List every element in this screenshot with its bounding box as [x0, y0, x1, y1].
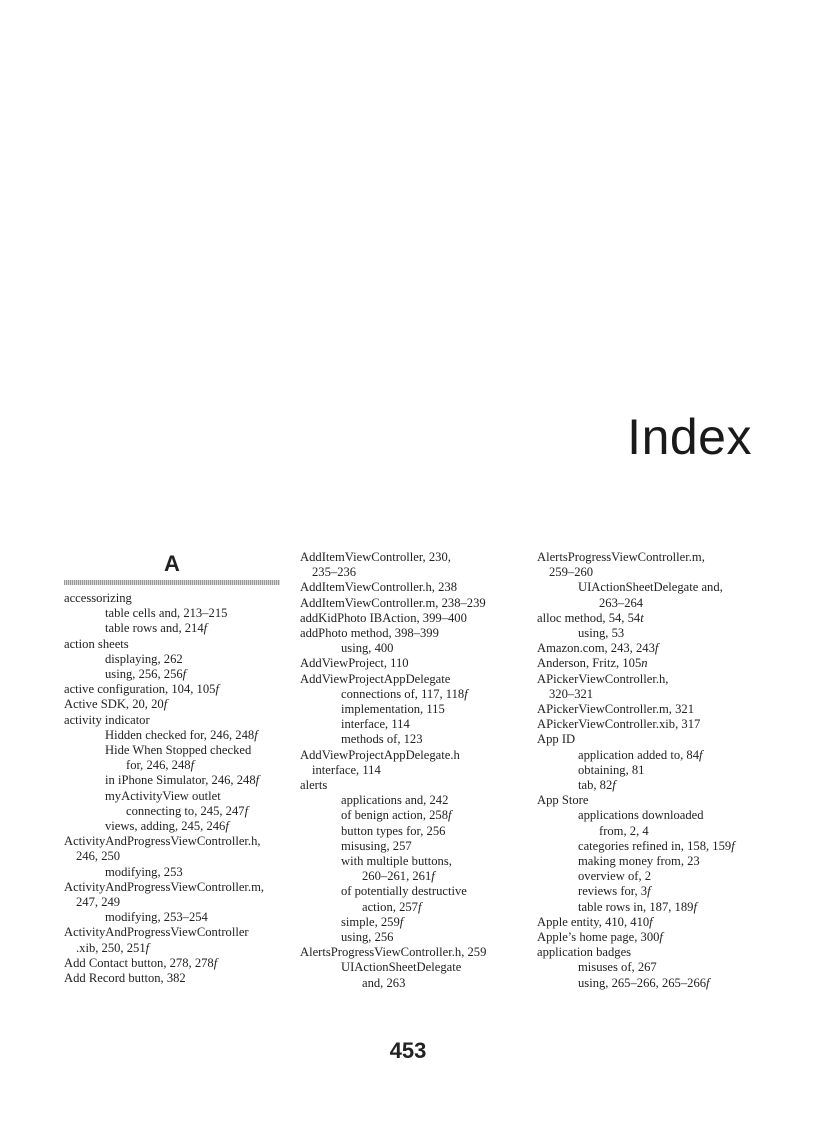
index-entry: misuses of, 267	[578, 960, 657, 975]
index-entry: obtaining, 81	[578, 762, 645, 777]
index-entry: methods of, 123	[341, 732, 423, 747]
index-entry: Apple’s home page, 300f	[537, 930, 663, 945]
index-entry: categories refined in, 158, 159f	[578, 838, 735, 853]
index-entry: AlertsProgressViewController.h, 259	[300, 945, 487, 960]
index-entry: 263–264	[599, 595, 644, 610]
index-entry: table rows and, 214f	[105, 621, 208, 636]
index-entry: applications downloaded	[578, 808, 704, 823]
index-entry: simple, 259f	[341, 914, 404, 929]
index-entry: Add Contact button, 278, 278f	[64, 955, 218, 970]
index-entry: AddItemViewController.m, 238–239	[300, 595, 486, 610]
index-entry: overview of, 2	[578, 869, 652, 884]
index-entry: interface, 114	[312, 762, 381, 777]
index-entry: ActivityAndProgressViewController.h,	[64, 834, 261, 849]
index-entry: connections of, 117, 118f	[341, 686, 468, 701]
index-entry: and, 263	[362, 975, 406, 990]
index-entry: action sheets	[64, 636, 129, 651]
index-entry: using, 256, 256f	[105, 667, 187, 682]
index-entry: misusing, 257	[341, 838, 412, 853]
index-entry: connecting to, 245, 247f	[126, 803, 249, 818]
index-entry: using, 53	[578, 626, 625, 641]
index-entry: 259–260	[549, 565, 594, 580]
index-entry: Apple entity, 410, 410f	[537, 914, 653, 929]
index-entry: 247, 249	[76, 895, 121, 910]
index-entry: APickerViewController.m, 321	[537, 702, 694, 717]
index-entry: alerts	[300, 778, 328, 793]
index-entry: AlertsProgressViewController.m,	[537, 550, 705, 564]
section-letter: A	[164, 551, 180, 576]
index-entry: APickerViewController.h,	[537, 671, 669, 686]
index-entry: button types for, 256	[341, 823, 446, 838]
index-entry: action, 257f	[362, 899, 422, 914]
page-title: Index	[627, 409, 752, 465]
index-entry: modifying, 253–254	[105, 910, 208, 925]
index-entry: of potentially destructive	[341, 884, 467, 899]
index-entry: activity indicator	[64, 712, 150, 727]
index-column-1	[64, 550, 280, 986]
index-entry: with multiple buttons,	[341, 854, 452, 869]
index-entry: interface, 114	[341, 717, 410, 732]
index-entry: Anderson, Fritz, 105n	[537, 656, 648, 671]
index-entry: of benign action, 258f	[341, 808, 452, 823]
index-entry: alloc method, 54, 54t	[537, 610, 644, 625]
index-entry: UIActionSheetDelegate and,	[578, 580, 723, 595]
index-entry: .xib, 250, 251f	[76, 940, 150, 955]
index-entry: Active SDK, 20, 20f	[64, 697, 168, 712]
index-entry: reviews for, 3f	[578, 884, 651, 899]
index-entry: implementation, 115	[341, 702, 445, 717]
index-entry: from, 2, 4	[599, 823, 649, 838]
index-entry: views, adding, 245, 246f	[105, 819, 229, 834]
index-column-2	[300, 550, 530, 991]
index-entry: for, 246, 248f	[126, 758, 195, 773]
index-entry: App Store	[537, 793, 589, 808]
index-column-3	[537, 550, 767, 991]
index-entry: Hidden checked for, 246, 248f	[105, 727, 258, 742]
index-entry: APickerViewController.xib, 317	[537, 717, 701, 732]
index-entry: App ID	[537, 732, 576, 747]
index-entry: AddViewProjectAppDelegate.h	[300, 747, 460, 762]
index-entry: application added to, 84f	[578, 747, 703, 762]
section-divider	[64, 580, 280, 585]
index-entry: table cells and, 213–215	[105, 606, 228, 621]
index-entry: AddItemViewController.h, 238	[300, 580, 457, 595]
index-entry: applications and, 242	[341, 793, 449, 808]
index-entry: ActivityAndProgressViewController.m,	[64, 879, 265, 894]
index-entry: addPhoto method, 398–399	[300, 626, 439, 641]
index-entry: ActivityAndProgressViewController	[64, 925, 249, 940]
index-entry: active configuration, 104, 105f	[64, 682, 219, 697]
index-entry: in iPhone Simulator, 246, 248f	[105, 773, 260, 788]
index-entry: AddItemViewController, 230,	[300, 550, 451, 564]
index-entry: UIActionSheetDelegate	[341, 960, 462, 975]
index-entry: using, 265–266, 265–266f	[578, 975, 710, 990]
index-entry: using, 256	[341, 930, 394, 945]
index-entry: displaying, 262	[105, 651, 183, 666]
index-entry: Amazon.com, 243, 243f	[537, 641, 659, 656]
index-entry: 260–261, 261f	[362, 869, 435, 884]
index-entry: application badges	[537, 945, 632, 960]
index-entry: AddViewProject, 110	[300, 656, 409, 671]
index-entry: accessorizing	[64, 591, 132, 605]
index-entry: tab, 82f	[578, 778, 616, 793]
index-entry: 235–236	[312, 565, 357, 580]
index-entry: 320–321	[549, 686, 594, 701]
index-entry: AddViewProjectAppDelegate	[300, 671, 451, 686]
page-number: 453	[389, 1038, 427, 1063]
index-entry: using, 400	[341, 641, 394, 656]
index-entry: Hide When Stopped checked	[105, 743, 252, 758]
index-entry: 246, 250	[76, 849, 121, 864]
index-entry: addKidPhoto IBAction, 399–400	[300, 610, 467, 625]
index-entry: making money from, 23	[578, 854, 700, 869]
index-entry: Add Record button, 382	[64, 971, 186, 986]
index-entry: modifying, 253	[105, 864, 183, 879]
index-entry: table rows in, 187, 189f	[578, 899, 697, 914]
index-entry: myActivityView outlet	[105, 788, 221, 803]
